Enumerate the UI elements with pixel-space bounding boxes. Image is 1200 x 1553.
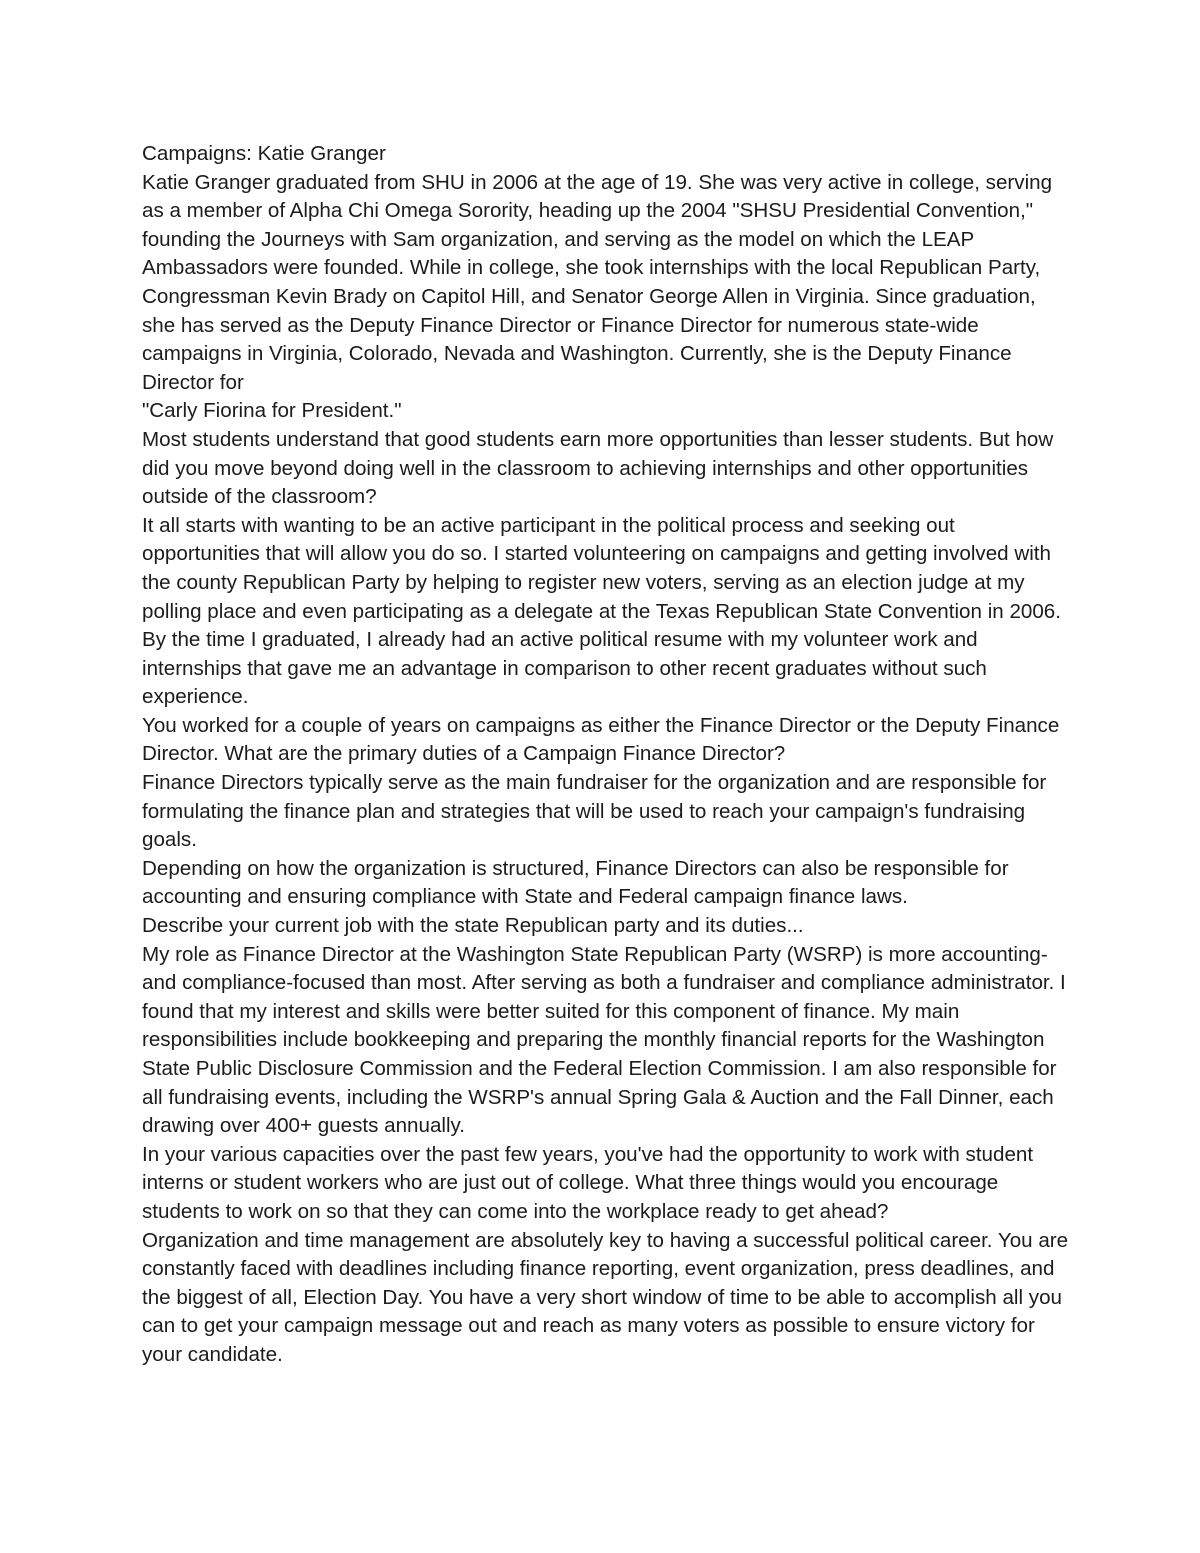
paragraph-bio: Katie Granger graduated from SHU in 2006 at the age of 19. She was very active in college, serving as a member of Alpha Chi Omega Sorority, heading up the 2004 "SHSU Presidential Convention," founding the Journeys with Sam organization, and serving as the model on which the LEAP Ambassadors were founded. While in college, she took internships with the local Republican Party, Congressman Kevin Brady on Capitol Hill, and Senator George Allen in Virginia. Since graduation, she has served as the Deputy Finance Director or Finance Director for numerous state-wide campaigns in Virginia, Colorado, Nevada and Washington. Currently, she is the Deputy Finance Director for <box>142 170 1053 394</box>
answer-three-things: Organization and time management are absolutely key to having a successful political career. You are constantly faced with deadlines including finance reporting, event organization, press deadlines, and the biggest of all, Election Day. You have a very short window of time to be able to accomplish all you can to get your campaign message out and reach as many voters as possible to ensure victory for your candidate. <box>142 1228 1069 1366</box>
document-page <box>142 140 1072 1370</box>
answer-current-job: My role as Finance Director at the Washington State Republican Party (WSRP) is more accounting- and compliance-focused than most. After serving as both a fundraiser and compliance administrator. I found that my interest and skills were better suited for this component of finance. My main responsibilities include bookkeeping and preparing the monthly financial reports for the Washington State Public Disclosure Commission and the Federal Election Commission. I am also responsible for all fundraising events, including the WSRP's annual Spring Gala & Auction and the Fall Dinner, each drawing over 400+ guests annually. <box>142 942 1066 1138</box>
question-finance-director: You worked for a couple of years on campaigns as either the Finance Director or the Deputy Finance Director. What are the primary duties of a Campaign Finance Director? <box>142 713 1060 766</box>
answer-finance-director-continued: Depending on how the organization is structured, Finance Directors can also be responsible for accounting and ensuring compliance with State and Federal campaign finance laws. <box>142 856 1009 909</box>
answer-finance-director: Finance Directors typically serve as the main fundraiser for the organization and are responsible for formulating the finance plan and strategies that will be used to reach your campaign's fundraising goals. <box>142 771 1047 852</box>
question-opportunities: Most students understand that good students earn more opportunities than lesser students. But how did you move beyond doing well in the classroom to achieving internships and other opportunities outside of the classroom? <box>142 427 1054 509</box>
answer-opportunities: It all starts with wanting to be an active participant in the political process and seeking out opportunities that will allow you do so. I started volunteering on campaigns and getting involved with the county Republican Party by helping to register new voters, serving as an election judge at my polling place and even participating as a delegate at the Texas Republican State Convention in 2006. By the time I graduated, I already had an active political resume with my volunteer work and internships that gave me an advantage in comparison to other recent graduates without such experience. <box>142 513 1061 709</box>
paragraph-bio-continued: "Carly Fiorina for President." <box>142 399 402 423</box>
question-current-job: Describe your current job with the state Republican party and its duties... <box>142 914 804 938</box>
question-three-things: In your various capacities over the past few years, you've had the opportunity to work with student interns or student workers who are just out of college. What three things would you encourage students to work on so that they can come into the workplace ready to get ahead? <box>142 1142 1034 1223</box>
document-title: Campaigns: Katie Granger <box>142 142 386 165</box>
